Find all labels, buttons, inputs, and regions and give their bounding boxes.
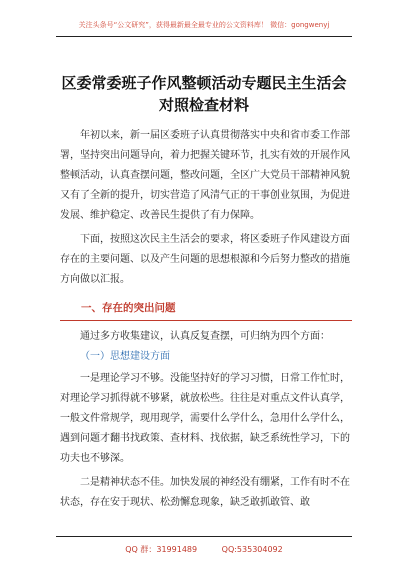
intro-paragraph-2: 下面，按照这次民主生活会的要求，将区委班子作风建设方面存在的主要问题、以及产生问题的思想根源和今后努力整改的措施方向做以汇报。: [60, 234, 350, 285]
footer-qq-group: QQ 群：31991489: [125, 545, 198, 554]
subsection-heading-ideology: （一）思想建设方面: [80, 351, 170, 362]
header-divider: [56, 36, 352, 37]
subsection-paragraph-2: 二是精神状态不佳。加快发展的神经没有绷紧，工作有时不在状态，存在安于现状、松劲懈怠现象，缺乏敢抓敢管、敢: [60, 477, 350, 508]
section-heading-rule: [60, 320, 352, 321]
footer-qq: QQ:535304092: [221, 545, 283, 554]
section-heading-problems: 一、存在的突出问题: [81, 302, 176, 314]
subsection-paragraph-1: 一是理论学习不够。没能坚持好的学习习惯，日常工作忙时，对理论学习抓得就不够紧，就放松些。往往是对重点文件认真学，一般文件常规学，现用现学，需要什么学什么，急用什么学什么，遇到问题才翻书找政策、查材料、找依据，缺乏系统性学习，下的功夫也不够深。: [60, 373, 350, 464]
intro-paragraph-1: 年初以来，新一届区委班子认真贯彻落实中央和省市委工作部署，坚持突出问题导向，着力把握关键环节，扎实有效的开展作风整顿活动，认真查摆问题，整改问题，全区广大党员干部精神风貌又有了全新的提升，切实营造了风清气正的干事创业氛围，为促进发展、维护稳定、改善民生提供了有力保障。: [60, 130, 350, 221]
header-promo-note: 关注头条号“公文研究”，获得最新最全最专业的公文资料库！ 微信：gongwenyj: [78, 21, 330, 29]
footer-contact: [0, 544, 408, 555]
document-title: 区委常委班子作风整顿活动专题民主生活会对照检查材料: [61, 74, 347, 114]
document-body: [60, 126, 352, 513]
section-intro-paragraph: 通过多方收集建议，认真反复查摆，可归纳为四个方面：: [80, 331, 330, 342]
footer-divider: [56, 536, 352, 537]
